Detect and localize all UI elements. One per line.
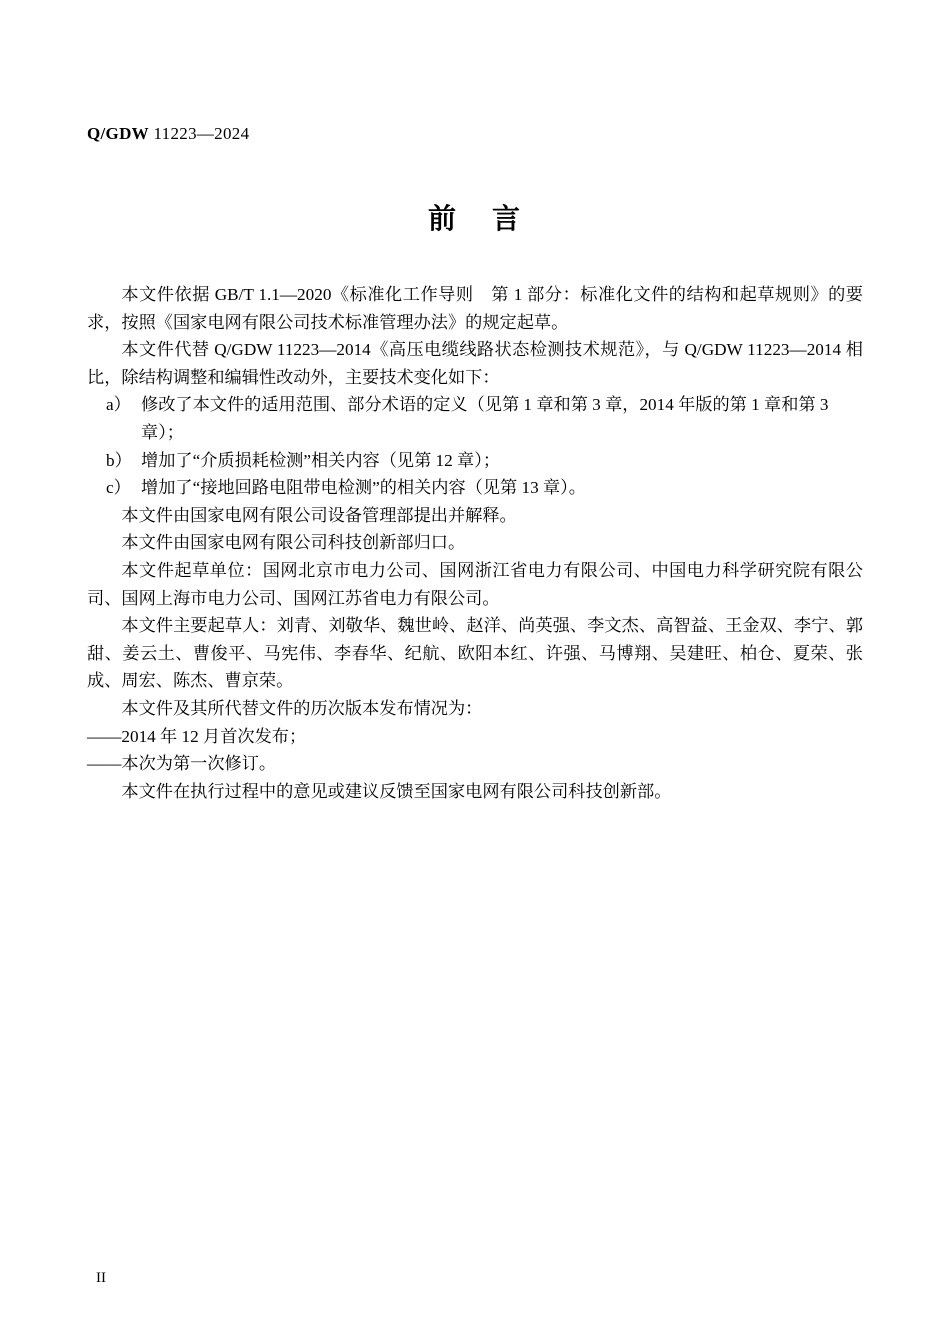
standard-code-number: 11223—2024 — [148, 124, 250, 143]
changes-list — [87, 391, 863, 501]
standard-code-header — [87, 124, 249, 144]
paragraph-basis: 本文件依据 GB/T 1.1—2020《标准化工作导则 第 1 部分：标准化文件的结构和起草规则》的要求，按照《国家电网有限公司技术标准管理办法》的规定起草。 — [87, 285, 863, 332]
list-item-label: 增加了“介质损耗检测”相关内容（见第 12 章）； — [141, 450, 501, 470]
history-item: ——2014 年 12 月首次发布； — [87, 726, 307, 746]
page-title-char-1: 前 — [427, 202, 458, 235]
list-item-marker: b） — [106, 450, 132, 470]
paragraph-history-intro: 本文件及其所代替文件的历次版本发布情况为： — [121, 698, 483, 718]
paragraph-main-drafters: 本文件主要起草人：刘青、刘敬华、魏世岭、赵洋、尚英强、李文杰、高智益、王金双、李宁、郭甜、姜云土、曹俊平、马宪伟、李春华、纪航、欧阳本红、许强、马博翔、吴建旺、柏仓、夏荣、张成、周宏、陈杰、曹京荣。 — [87, 616, 863, 691]
paragraph-replacement: 本文件代替 Q/GDW 11223—2014《高压电缆线路状态检测技术规范》，与 Q/GDW 11223—2014 相比，除结构调整和编辑性改动外，主要技术变化如下： — [87, 340, 863, 387]
page-title — [0, 197, 950, 237]
paragraph-administrator: 本文件由国家电网有限公司科技创新部归口。 — [121, 533, 466, 553]
paragraph-proposer: 本文件由国家电网有限公司设备管理部提出并解释。 — [121, 505, 517, 525]
list-item-label: 增加了“接地回路电阻带电检测”的相关内容（见第 13 章）。 — [141, 478, 586, 498]
list-item — [87, 474, 863, 502]
list-item — [87, 447, 863, 475]
standard-code-prefix: Q/GDW — [87, 124, 149, 143]
list-item-marker: a） — [106, 395, 131, 415]
paragraph-drafting-units: 本文件起草单位：国网北京市电力公司、国网浙江省电力有限公司、中国电力科学研究院有限公司、国网上海市电力公司、国网江苏省电力有限公司。 — [87, 560, 863, 608]
history-item: ——本次为第一次修订。 — [87, 754, 277, 774]
paragraph-feedback: 本文件在执行过程中的意见或建议反馈至国家电网有限公司科技创新部。 — [121, 781, 672, 801]
page-title-char-2: 言 — [492, 202, 523, 235]
list-item — [87, 391, 863, 446]
foreword-body — [87, 281, 863, 805]
list-item-label: 修改了本文件的适用范围、部分术语的定义（见第 1 章和第 3 章，2014 年版的第 1 章和第 3 章）； — [141, 395, 829, 442]
page-number: II — [96, 1270, 106, 1286]
list-item-marker: c） — [106, 478, 131, 498]
